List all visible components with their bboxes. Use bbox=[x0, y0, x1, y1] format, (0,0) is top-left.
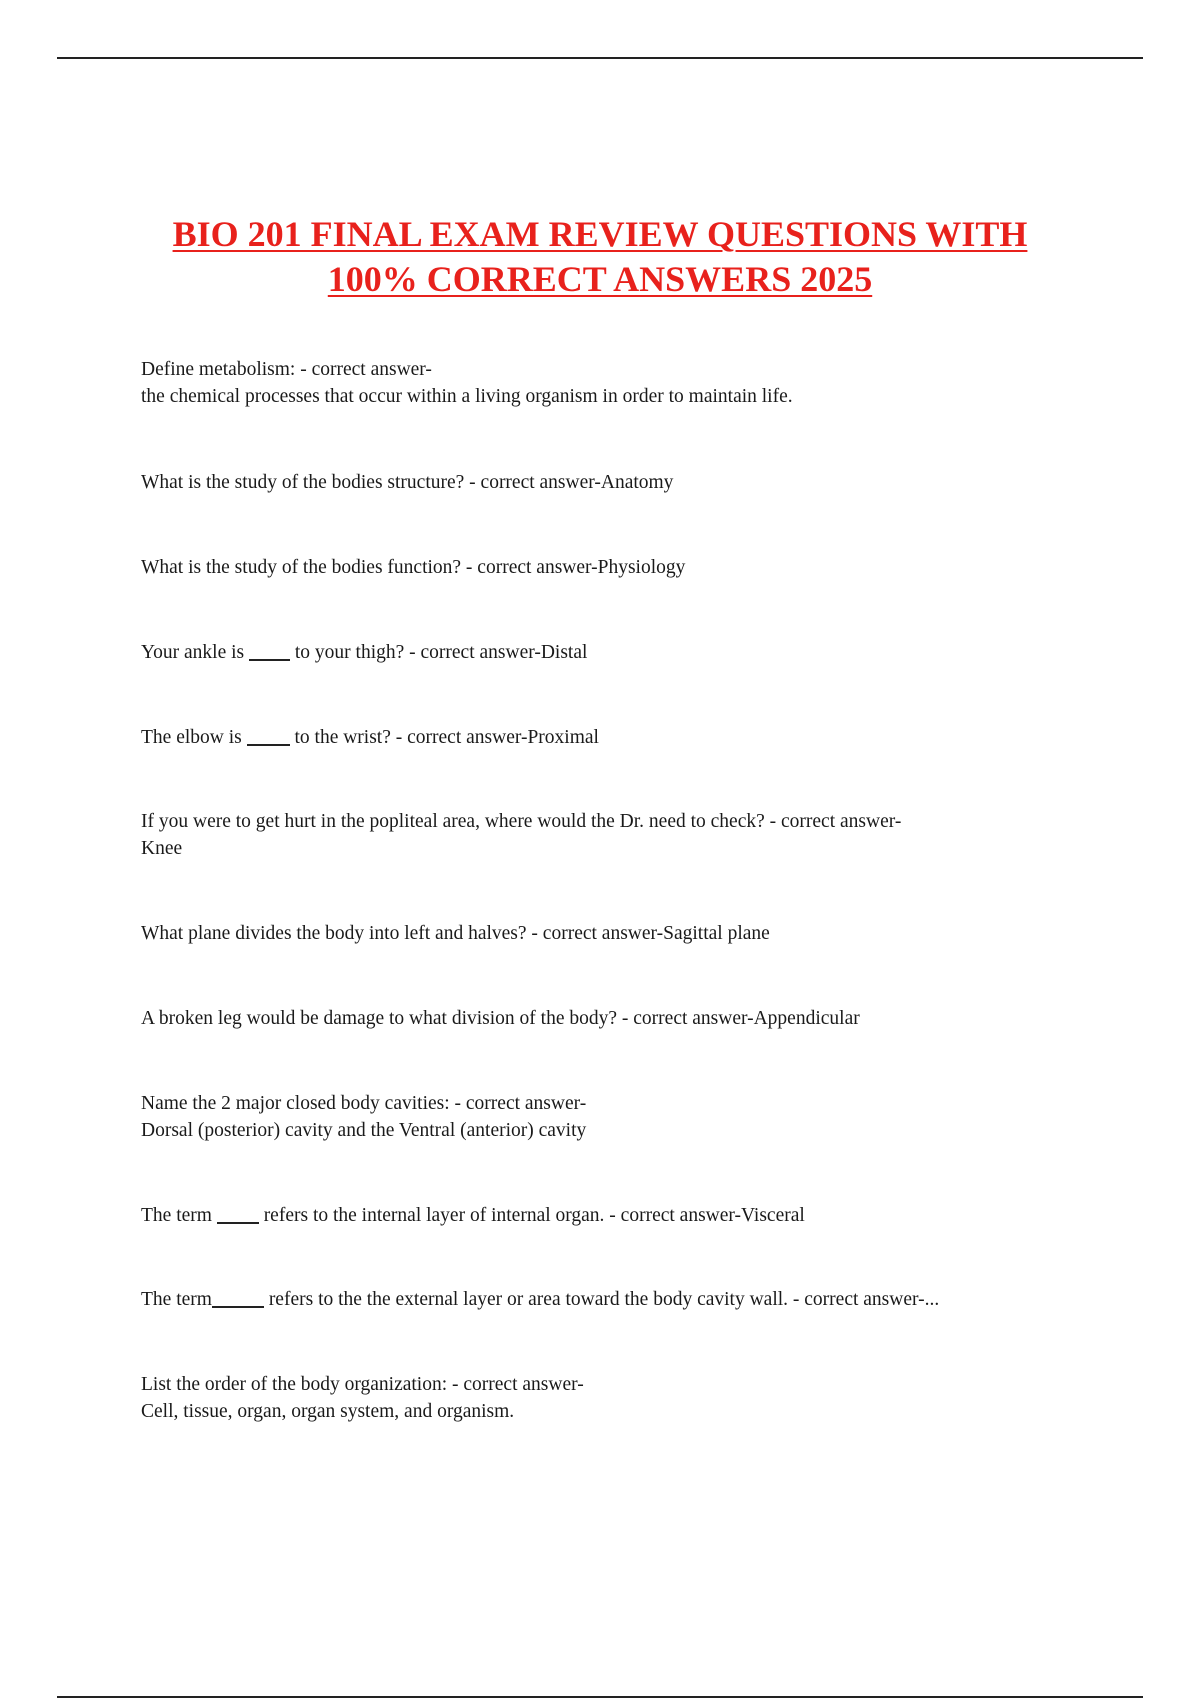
question-text bbox=[141, 724, 1071, 751]
answer-blank bbox=[217, 1221, 259, 1224]
question-text: A broken leg would be damage to what division of the body? - correct answer-Appendicular bbox=[141, 1008, 860, 1029]
question-text-before: The term bbox=[141, 1289, 212, 1310]
question-text: Define metabolism: - correct answer- bbox=[141, 359, 432, 380]
qa-item-organization bbox=[141, 1371, 1071, 1425]
question-text-after: to your thigh? - correct answer-Distal bbox=[289, 642, 588, 663]
qa-item-proximal bbox=[141, 724, 1071, 751]
answer-blank bbox=[247, 743, 290, 746]
qa-item-popliteal bbox=[141, 808, 1071, 862]
qa-item-visceral bbox=[141, 1202, 1071, 1229]
answer-text: Knee bbox=[141, 838, 183, 859]
qa-item-sagittal bbox=[141, 920, 1071, 947]
qa-item-cavities bbox=[141, 1090, 1071, 1144]
question-text: What is the study of the bodies function? - correct answer-Physiology bbox=[141, 557, 686, 578]
question-text-after: refers to the internal layer of internal organ. - correct answer-Visceral bbox=[258, 1205, 805, 1226]
top-rule bbox=[57, 57, 1143, 59]
bottom-rule bbox=[57, 1696, 1143, 1698]
question-text: Name the 2 major closed body cavities: - correct answer- bbox=[141, 1093, 587, 1114]
question-text-after: refers to the the external layer or area toward the body cavity wall. - correct answer-... bbox=[263, 1289, 940, 1310]
answer-text: Cell, tissue, organ, organ system, and organism. bbox=[141, 1401, 515, 1422]
question-text-after: to the wrist? - correct answer-Proximal bbox=[289, 727, 599, 748]
question-text bbox=[141, 1202, 1071, 1229]
qa-item-anatomy bbox=[141, 469, 1071, 496]
qa-item-appendicular bbox=[141, 1005, 1071, 1032]
question-text-before: The term bbox=[141, 1205, 217, 1226]
qa-item-parietal bbox=[141, 1286, 1071, 1313]
question-text bbox=[141, 639, 1071, 666]
question-text: What plane divides the body into left and halves? - correct answer-Sagittal plane bbox=[141, 923, 770, 944]
answer-blank bbox=[249, 658, 290, 661]
question-text: What is the study of the bodies structure? - correct answer-Anatomy bbox=[141, 472, 674, 493]
question-text bbox=[141, 1286, 1071, 1313]
qa-item-distal bbox=[141, 639, 1071, 666]
question-text-before: Your ankle is bbox=[141, 642, 249, 663]
qa-item-physiology bbox=[141, 554, 1071, 581]
answer-text: Dorsal (posterior) cavity and the Ventral (anterior) cavity bbox=[141, 1120, 587, 1141]
title-line-2: 100% CORRECT ANSWERS 2025 bbox=[327, 259, 873, 299]
question-text: List the order of the body organization: - correct answer- bbox=[141, 1374, 584, 1395]
question-text-before: The elbow is bbox=[141, 727, 247, 748]
answer-text: the chemical processes that occur within a living organism in order to maintain life. bbox=[141, 386, 793, 407]
qa-item-metabolism bbox=[141, 356, 1071, 410]
question-text: If you were to get hurt in the popliteal area, where would the Dr. need to check? - correct answer- bbox=[141, 811, 902, 832]
document-title bbox=[100, 212, 1100, 302]
title-line-1: BIO 201 FINAL EXAM REVIEW QUESTIONS WITH bbox=[172, 214, 1028, 254]
answer-blank bbox=[212, 1305, 264, 1308]
